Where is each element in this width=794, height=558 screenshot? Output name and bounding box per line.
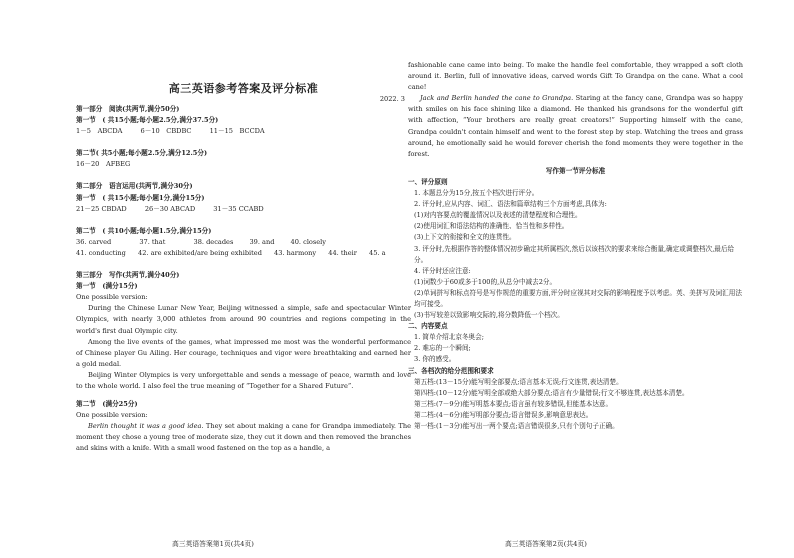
rubric-subitem: (1)词数少于60或多于100的,从总分中减去2分。 — [414, 277, 557, 286]
cloze-answer: 37. that — [139, 237, 166, 246]
grade-level: 第四档:(10－12分)能写明全部或绝大部分要点;语言有少量错误;行文不够连贯,表达基本清楚。 — [414, 388, 689, 397]
rubric-subitem: (3)书写较差以致影响交际的,将分数降低一个档次。 — [414, 311, 564, 320]
rubric-title: 写作第一节评分标准 — [545, 166, 606, 175]
part1-heading: 第一部分 阅读(共两节,满分50分) — [76, 105, 180, 113]
grade-level: 第三档:(7－9分)能写明基本要点;语言虽有较多错误,但能基本达意。 — [414, 399, 613, 408]
answer-group: 11－15 BCCDA — [209, 127, 265, 136]
answer-group: 26－30 ABCAD — [144, 204, 196, 213]
rubric-section-grades: 三、各档次的给分范围和要求 — [408, 366, 494, 375]
answer-group: 1－5 ABCDA — [76, 127, 123, 136]
answer-group: 16－20 AFBEG — [76, 160, 131, 169]
right-page — [408, 60, 743, 432]
rubric-item: 4. 评分时还应注意: — [414, 266, 471, 275]
part2-sec2-heading: 第二节 ( 共10小题;每小题1.5分,满分15分) — [76, 226, 212, 235]
right-page-footer: 高三英语答案第2页(共4页) — [505, 540, 587, 548]
cloze-answer: 40. closely — [290, 237, 327, 246]
essay2-paragraph-2 — [408, 93, 743, 160]
document-title: 高三英语参考答案及评分标准 — [168, 82, 319, 95]
p2sec1-answers — [76, 204, 411, 215]
version-label: One possible version: — [76, 293, 148, 302]
answer-group: 21－25 CBDAD — [76, 204, 127, 213]
sec2-answers — [76, 159, 411, 170]
document-date: 2022. 3 — [379, 95, 405, 103]
cloze-answer: 42. are exhibited/are being exhibited — [138, 248, 262, 257]
essay2-continuation: fashionable cane came into being. To make the handle feel comfortable, they wrapped a soft cloth around it. Berlin, full of innovative ideas, carved words Gift To Grandpa on the cane. What a cool cane! — [408, 61, 743, 92]
answer-group: 6－10 CBDBC — [140, 127, 192, 136]
essay2-paragraph-text: Staring at the fancy cane, Grandpa was so happy with smiles on his face shining like a diamond. He thanked his grandsons for the wonderful gift with affection, “Your brothers are really great creators!” Supporting himself with the cane, Grandpa couldn't contain himself and went to the forest step by step. Watching the trees and grass around, he emotionally said he would forever cherish the fond moments they were together in the forest. — [408, 94, 743, 158]
version-label: One possible version: — [76, 411, 148, 420]
left-page-footer: 高三英语答案第1页(共4页) — [172, 540, 254, 548]
rubric-item: 3. 评分时,先根据作答的整体情况初步确定其所属档次,然后以该档次的要求来综合衡量,确定或调整档次,最后给分。 — [414, 244, 735, 264]
content-point: 2. 难忘的一个瞬间; — [414, 344, 471, 353]
essay1-paragraph-1: During the Chinese Lunar New Year, Beijing witnessed a simple, safe and spectacular Winter Olympics, with nearly 3,000 athletes from around 90 countries and regions competing in the world's first dual Olympic city. — [76, 304, 411, 335]
cloze-answer: 39. and — [249, 237, 275, 246]
cloze-answer: 41. conducting — [76, 248, 126, 257]
part3-sec2-heading: 第二节 (满分25分) — [76, 400, 138, 409]
part3-heading: 第三部分 写作(共两节,满分40分) — [76, 271, 180, 280]
cloze-answer: 36. carved — [76, 237, 112, 246]
part2-sec1-heading: 第一节 ( 共15小题;每小题1分,满分15分) — [76, 193, 205, 202]
cloze-row-1 — [76, 237, 411, 248]
rubric-subitem: (3)上下文的衔接和全文的连贯性。 — [414, 233, 516, 242]
rubric-item: 1. 本题总分为15分,按五个档次进行评分。 — [414, 189, 539, 198]
content-point: 3. 你的感受。 — [414, 355, 456, 364]
cloze-answer: 43. harmony — [274, 248, 317, 257]
cloze-answer: 45. a — [369, 248, 386, 257]
rubric-item: 2. 评分时,应从内容、词汇、语法和篇章结构三个方面考虑,具体为: — [414, 200, 607, 209]
part1-sec2-heading: 第二节( 共5小题;每小题2.5分,满分12.5分) — [76, 149, 208, 158]
left-page — [76, 0, 411, 455]
part1-sec1-heading: 第一节 ( 共15小题;每小题2.5分,满分37.5分) — [76, 116, 219, 125]
rubric-section-content: 二、内容要点 — [408, 322, 448, 331]
grade-level: 第一档:(1－3分)能写出一两个要点;语言错误很多,只有个别句子正确。 — [414, 422, 619, 430]
rubric-section-principles: 一、评分原则 — [408, 177, 448, 186]
grade-level: 第五档:(13－15分)能写明全部要点;语言基本无误;行文连贯,表达清楚。 — [414, 377, 623, 386]
content-point: 1. 简单介绍北京冬奥会; — [414, 333, 484, 342]
essay2-paragraph-1 — [76, 421, 411, 454]
cloze-answer: 44. their — [328, 248, 357, 257]
essay1-paragraph-3: Beijing Winter Olympics is very unforgettable and sends a message of peace, warmth and love to the whole world. I also feel the true meaning of “Together for a Shared Future”. — [76, 370, 411, 390]
essay1-paragraph-2: Among the live events of the games, what impressed me most was the wonderful performance of Chinese player Gu Ailing. Her courage, techniques and vigor were breathtaking and earned her a gold medal. — [76, 337, 411, 368]
cloze-row-2 — [76, 248, 411, 259]
sec1-answers — [76, 126, 411, 137]
essay2-opening-sentence: Berlin thought it was a good idea. — [88, 422, 204, 431]
rubric-subitem: (2)单词拼写和标点符号是写作规范的重要方面,评分时应视其对交际的影响程度予以考虑。英、美拼写及词汇用法均可接受。 — [414, 288, 742, 308]
answer-group: 31－35 CCABD — [213, 204, 264, 213]
grade-level: 第二档:(4－6分)能写明部分要点;语言错误多,影响意思表达。 — [414, 410, 593, 419]
essay2-paragraph-text: They set about making a cane for Grandpa immediately. The moment they chose a young tree of moderate size, they cut it down and then removed the branches and skins with a knife. With a small wood fastened on the top as a handle, a — [76, 422, 411, 453]
rubric-subitem: (2)使用词汇和语法结构的准确性、恰当性和多样性。 — [414, 222, 569, 231]
part2-heading: 第二部分 语言运用(共两节,满分30分) — [76, 182, 193, 191]
cloze-answer: 38. decades — [193, 237, 234, 246]
part3-sec1-heading: 第一节 (满分15分) — [76, 282, 138, 291]
essay2-opening-sentence: Jack and Berlin handed the cane to Grandpa. — [420, 94, 574, 103]
rubric-subitem: (1)对内容要点的覆盖情况以及表述的清楚程度和合理性。 — [414, 211, 582, 220]
